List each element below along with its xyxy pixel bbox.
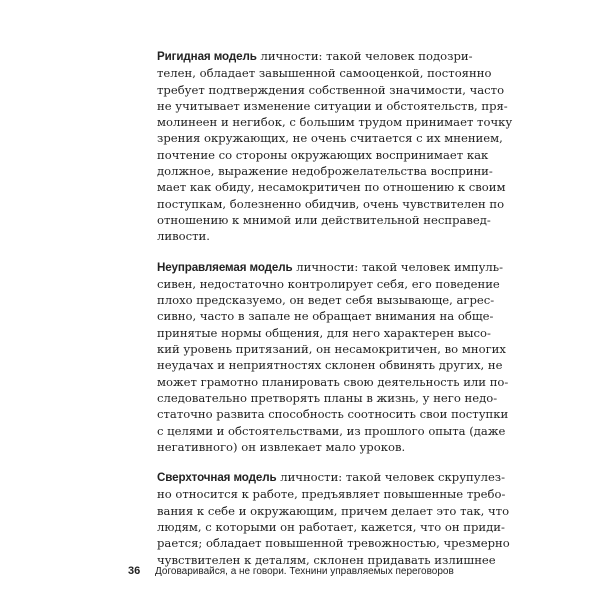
paragraph (157, 48, 513, 245)
text-line (157, 228, 453, 244)
line-text: следовательно претворять планы в жизнь, у него недо- (157, 390, 498, 405)
line-text: сивен, недостаточно контролирует себя, его поведение (157, 276, 500, 291)
text-line (157, 147, 489, 163)
text-line (157, 276, 500, 292)
line-text: с целями и обстоятельствами, из прошлого опыта (даже (157, 423, 506, 438)
line-text: должное, выражение недоброжелательства восприни- (157, 164, 493, 179)
text-line (157, 357, 503, 373)
line-text: ливости. (157, 229, 210, 244)
text-line (157, 308, 494, 324)
text-line (157, 390, 498, 406)
text-line (157, 65, 492, 81)
text-line (157, 374, 509, 390)
line-text: личности: такой человек импуль- (292, 259, 503, 274)
line-text: кий уровень притязаний, он несамокритичен, во многих (157, 342, 506, 357)
line-text: плохо предсказуемо, он ведет себя вызывающе, агрес- (157, 293, 495, 308)
text-line (157, 130, 503, 146)
line-text: людям, с которыми он работает, кажется, что он приди- (157, 520, 505, 535)
text-line (157, 423, 506, 439)
paragraph-lead: Неуправляемая модель (157, 260, 293, 274)
text-line (157, 469, 506, 486)
line-text: не учитывает изменение ситуации и обстоятельств, пря- (157, 98, 508, 113)
line-text: личности: такой человек скрупулез- (276, 470, 506, 485)
text-line (157, 196, 505, 212)
line-text: может грамотно планировать свою деятельность или по- (157, 374, 509, 389)
page-number: 36 (128, 565, 141, 577)
line-text: статочно развита способность соотносить свои поступки (157, 407, 509, 422)
text-line (157, 292, 495, 308)
text-line (157, 519, 505, 535)
paragraph-lead: Сверхточная модель (157, 471, 277, 485)
text-line (157, 325, 491, 341)
line-text: сивно, часто в запале не обращает внимания на обще- (157, 309, 494, 324)
line-text: молинеен и негибок, с большим трудом принимает точку (157, 115, 513, 130)
line-text: чувствителен к деталям, склонен придавать излишнее (157, 552, 496, 567)
line-text: телен, обладает завышенной самооценкой, постоянно (157, 66, 492, 81)
line-text: вания к себе и окружающим, причем делает это так, что (157, 503, 510, 518)
text-line (157, 259, 503, 276)
line-text: принятые нормы общения, для него характерен высо- (157, 325, 491, 340)
text-line (157, 406, 509, 422)
line-text: отношению к мнимой или действительной несправед- (157, 212, 491, 227)
text-line (157, 486, 506, 502)
text-line (157, 48, 473, 65)
paragraph (157, 259, 509, 456)
text-line (157, 212, 491, 228)
line-text: негативного) он извлекает мало уроков. (157, 439, 406, 454)
text-line (157, 439, 453, 455)
text-line (157, 98, 508, 114)
line-text: но относится к работе, предъявляет повышенные требо- (157, 487, 506, 502)
line-text: неудачах и неприятностях склонен обвинять других, не (157, 358, 503, 373)
line-text: поступкам, болезненно обидчив, очень чувствителен по (157, 196, 505, 211)
line-text: требует подтверждения собственной значимости, часто (157, 82, 505, 97)
paragraph-lead: Ригидная модель (157, 50, 257, 63)
text-line (157, 163, 493, 179)
text-line (157, 179, 506, 195)
text-line (157, 341, 506, 357)
line-text: зрения окружающих, не очень считается с их мнением, (157, 131, 503, 146)
body-text (157, 48, 513, 582)
page-footer (128, 565, 468, 577)
text-line (157, 114, 513, 130)
running-title: Договаривайся, а не говори. Технини управляемых переговоров (155, 566, 454, 577)
text-line (157, 503, 510, 519)
paragraph (157, 469, 510, 568)
line-text: почтение со стороны окружающих воспринимает как (157, 147, 489, 162)
text-line (157, 82, 505, 98)
line-text: рается; обладает повышенной тревожностью, чрезмерно (157, 536, 510, 551)
line-text: личности: такой человек подозри- (256, 49, 473, 63)
line-text: мает как обиду, несамокритичен по отношению к своим (157, 180, 506, 195)
text-line (157, 535, 510, 551)
